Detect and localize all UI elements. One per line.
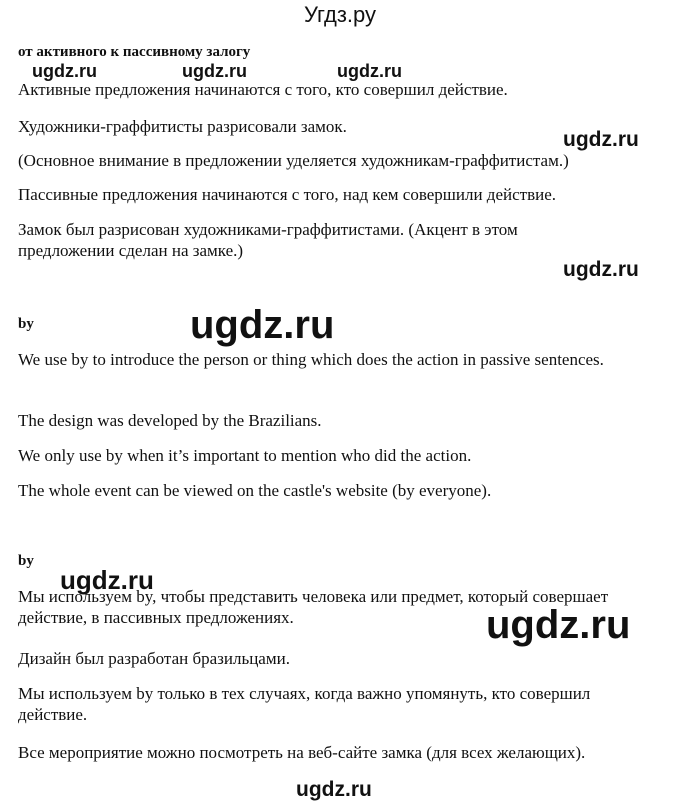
watermark: ugdz.ru [32,61,97,81]
paragraph: Дизайн был разработан бразильцами. [18,649,290,668]
section-heading-by-russian: by [18,553,34,569]
site-title: Угдз.ру [303,2,377,27]
watermark: ugdz.ru [182,61,247,81]
paragraph: Активные предложения начинаются с того, кто совершил действие. [18,80,508,99]
paragraph: (Основное внимание в предложении уделяется художникам-граффитистам.) [18,151,569,170]
watermark: ugdz.ru [563,128,639,151]
paragraph: Замок был разрисован художниками-граффитистами. (Акцент в этом предложении сделан на замке.) [18,220,518,260]
watermark: ugdz.ru [296,778,372,801]
section-heading-voice: от активного к пассивному залогу [18,44,251,60]
paragraph: Все мероприятие можно посмотреть на веб-сайте замка (для всех желающих). [18,743,586,762]
paragraph: Мы используем by, чтобы представить человека или предмет, который совершает действие, в пассивных предложениях. [18,587,609,627]
section-heading-by-english: by [18,316,34,332]
watermark: ugdz.ru [337,61,402,81]
paragraph: We use by to introduce the person or thing which does the action in passive sentences. [18,350,604,369]
paragraph: The design was developed by the Brazilians. [18,411,322,430]
paragraph: We only use by when it’s important to mention who did the action. [18,446,472,465]
paragraph: Мы используем by только в тех случаях, когда важно упомянуть, кто совершил действие. [18,684,591,724]
watermark: ugdz.ru [60,565,154,595]
paragraph: Пассивные предложения начинаются с того, над кем совершили действие. [18,185,556,204]
watermark: ugdz.ru [563,258,639,281]
paragraph: Художники-граффитисты разрисовали замок. [18,117,347,136]
paragraph: The whole event can be viewed on the castle's website (by everyone). [18,481,492,500]
watermark: ugdz.ru [190,303,335,347]
watermark: ugdz.ru [486,603,631,647]
